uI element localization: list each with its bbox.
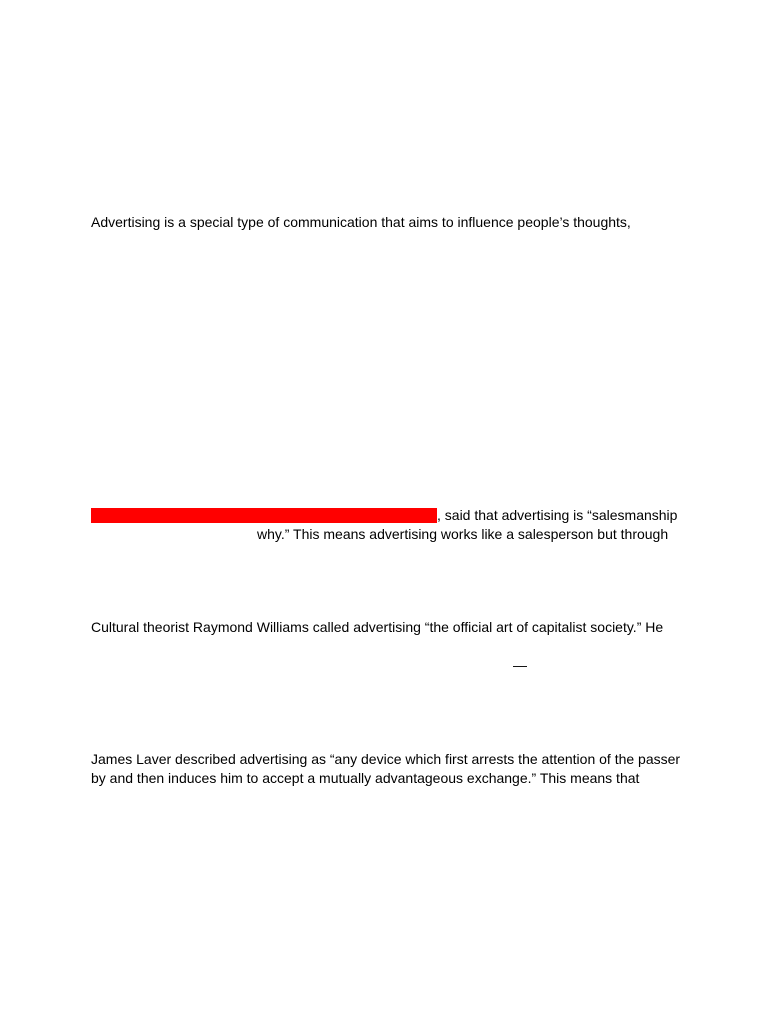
paragraph-4-line-2: by and then induces him to accept a mutually advantageous exchange.” This means that bbox=[91, 770, 640, 786]
paragraph-3-dash: — bbox=[513, 657, 527, 673]
paragraph-1-line-1: Advertising is a special type of communication that aims to influence people’s thoughts, bbox=[91, 214, 631, 230]
paragraph-3-line-1: Cultural theorist Raymond Williams called advertising “the official art of capitalist society.” He bbox=[91, 619, 664, 635]
paragraph-2-line-1: , said that advertising is “salesmanship bbox=[437, 507, 678, 523]
paragraph-2-line-2: why.” This means advertising works like a salesperson but through bbox=[257, 526, 669, 542]
paragraph-4-line-1: James Laver described advertising as “any device which first arrests the attention of the passer bbox=[91, 751, 681, 767]
redaction-bar bbox=[91, 508, 437, 523]
